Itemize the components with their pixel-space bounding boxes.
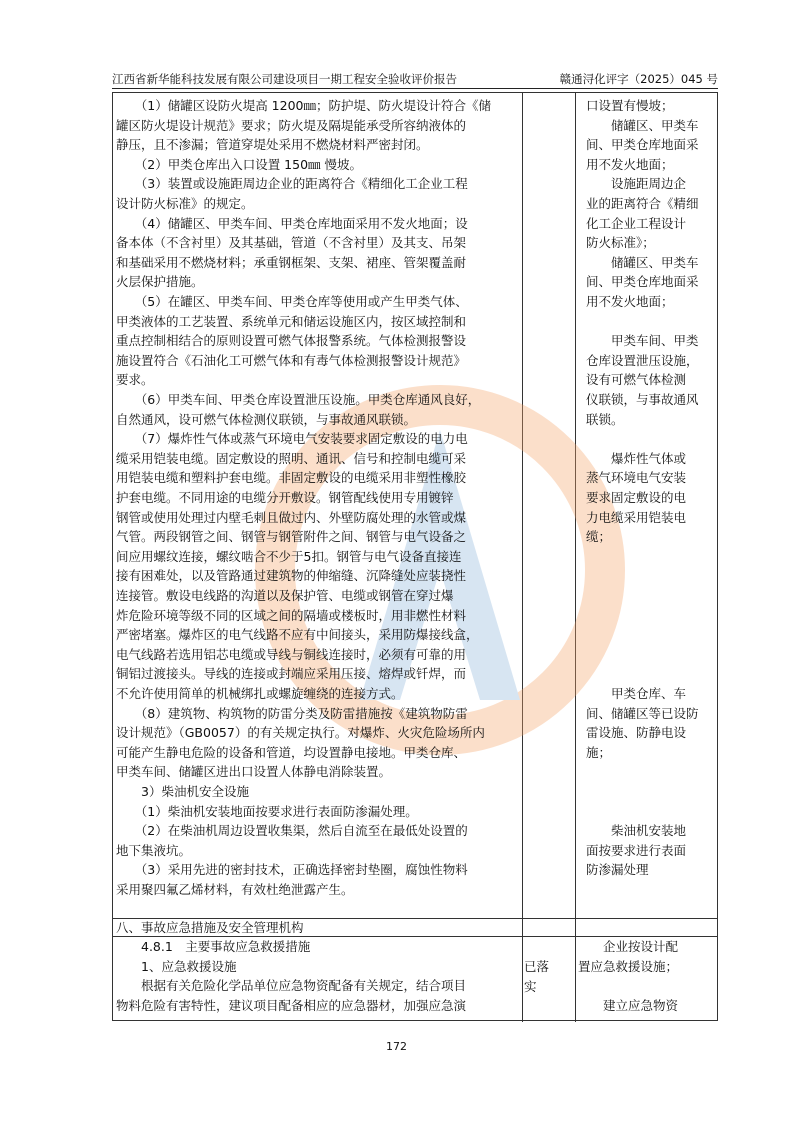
requirement-line: 接有困难处，以及管路通过建筑物的伸缩缝、沉降缝处应装挠性 xyxy=(116,568,467,584)
finding-block xyxy=(586,821,716,880)
emergency-finding-line: 建立应急物资 xyxy=(578,997,679,1013)
finding-block xyxy=(586,174,716,252)
requirement-line: 铜铝过渡接头。导线的连接或封端应采用压接、熔焊或钎焊，而 xyxy=(116,666,467,682)
requirement-line: 罐区防火堤设计规范》要求；防火堤及隔堤能承受所容纳液体的 xyxy=(116,117,467,133)
status-cell xyxy=(524,957,574,996)
finding-line: 用不发火地面； xyxy=(586,293,674,309)
requirement-line: 静压，且不渗漏；管道穿堤处采用不燃烧材料严密封闭。 xyxy=(116,137,429,153)
finding-block xyxy=(586,684,716,762)
requirement-line: 施设置符合《石油化工可燃气体和有毒气体检测报警设计规范》 xyxy=(116,352,467,368)
requirement-line: （1）柴油机安装地面按要求进行表面防渗漏处理。 xyxy=(116,803,418,819)
finding-line: 仪联锁，与事故通风 xyxy=(586,391,699,407)
finding-line: 仓库设置泄压设施， xyxy=(586,352,699,368)
requirement-line: 和基础采用不燃烧材料；承重钢框架、支架、裙座、管架覆盖耐 xyxy=(116,254,467,270)
requirement-line: 要求。 xyxy=(116,372,154,388)
header-report-number: 赣通浔化评字（2025）045 号 xyxy=(559,72,718,86)
finding-line: 业的距离符合《精细 xyxy=(586,195,699,211)
finding-block xyxy=(586,96,716,116)
finding-line: 设有可燃气体检测 xyxy=(586,372,687,388)
requirement-line: 电气线路若选用铝芯电缆或导线与铜线连接时，必须有可靠的用 xyxy=(116,646,467,662)
finding-block xyxy=(586,449,716,547)
requirement-line: （5）在罐区、甲类车间、甲类仓库等使用或产生甲类气体、 xyxy=(116,294,468,309)
requirement-paragraph xyxy=(116,782,518,802)
requirement-paragraph xyxy=(116,390,518,429)
requirement-line: （1）储罐区设防火堤高 1200㎜；防护堤、防火堤设计符合《储 xyxy=(116,98,491,113)
requirement-line: 重点控制相结合的原则设置可燃气体报警系统。气体检测报警设 xyxy=(116,333,467,349)
finding-line: 防渗漏处理 xyxy=(586,862,649,878)
finding-line: 口设置有慢坡； xyxy=(586,98,674,113)
finding-line: 甲类车间、甲类 xyxy=(586,333,699,349)
finding-line: 雷设施、防静电设 xyxy=(586,725,687,741)
requirement-line: 连接管。敷设电线路的沟道以及保护管、电缆或钢管在穿过爆 xyxy=(116,587,454,603)
requirement-line: 设计防火标准》的规定。 xyxy=(116,195,254,211)
emergency-line: 4.8.1 主要事故应急救援措施 xyxy=(116,939,311,954)
requirement-paragraph xyxy=(116,96,518,155)
section-heading: 八、事故应急措施及安全管理机构 xyxy=(116,920,304,935)
requirement-line: 自然通风，设可燃气体检测仪联锁，与事故通风联锁。 xyxy=(116,411,417,427)
requirement-line: （3）采用先进的密封技术，正确选择密封垫圈，腐蚀性物料 xyxy=(116,862,468,878)
emergency-finding-line: 置应急救援设施； xyxy=(578,958,679,974)
requirement-line: 护套电缆。不同用途的电缆分开敷设。钢管配线使用专用镀锌 xyxy=(116,489,454,505)
requirement-line: （3）装置或设施距周边企业的距离符合《精细化工企业工程 xyxy=(116,176,468,192)
requirement-line: 气管。两段钢管之间、钢管与钢管附件之间、钢管与电气设备之 xyxy=(116,529,467,545)
emergency-measures-text xyxy=(116,937,516,1015)
table-divider-2 xyxy=(575,93,576,1022)
requirement-line: 可能产生静电危险的设备和管道，均设置静电接地。甲类仓库、 xyxy=(116,744,467,760)
requirement-line: 火层保护措施。 xyxy=(116,274,204,290)
status-line: 已落 xyxy=(524,959,550,974)
requirement-paragraph xyxy=(116,802,518,822)
emergency-line: 根据有关危险化学品单位应急物资配备有关规定，结合项目 xyxy=(116,978,467,994)
requirement-line: （7）爆炸性气体或蒸气环境电气安装要求固定敷设的电力电 xyxy=(116,431,468,447)
finding-line: 化工企业工程设计 xyxy=(586,215,687,231)
status-line: 实 xyxy=(524,978,537,994)
finding-block xyxy=(586,116,716,175)
emergency-line: 1、应急救援设施 xyxy=(116,958,237,974)
page-header xyxy=(112,70,718,89)
emergency-findings-text xyxy=(578,937,718,1015)
requirement-line: （2）甲类仓库出入口设置 150㎜ 慢坡。 xyxy=(116,156,363,172)
requirement-line: 用铠装电缆和塑料护套电缆。非固定敷设的电缆采用非塑性橡胶 xyxy=(116,470,467,486)
emergency-line: 物料危险有害特性，建议项目配备相应的应急器材，加强应急演 xyxy=(116,997,467,1013)
emergency-finding-line: 企业按设计配 xyxy=(578,939,679,954)
requirement-line: 严密堵塞。爆炸区的电气线路不应有中间接头，采用防爆接线盒， xyxy=(116,627,479,643)
finding-line: 柴油机安装地 xyxy=(586,823,687,839)
requirement-line: 钢管或使用处理过内壁毛刺且做过内、外壁防腐处理的水管或煤 xyxy=(116,509,467,525)
page-number: 172 xyxy=(386,1040,407,1053)
finding-line: 爆炸性气体或 xyxy=(586,450,687,466)
finding-line: 力电缆采用铠装电 xyxy=(586,509,687,525)
emergency-finding-line xyxy=(578,976,718,996)
requirement-paragraph xyxy=(116,704,518,782)
finding-line: 面按要求进行表面 xyxy=(586,842,687,858)
requirement-line: 间应用螺纹连接，螺纹啮合不少于5扣。钢管与电气设备直接连 xyxy=(116,548,462,564)
finding-line: 设施距周边企 xyxy=(586,176,687,192)
requirement-line: 甲类液体的工艺装置、系统单元和储运设施区内，按区域控制和 xyxy=(116,313,467,329)
finding-line: 蒸气环境电气安装 xyxy=(586,470,687,486)
finding-line: 要求固定敷设的电 xyxy=(586,489,687,505)
requirement-line: 3）柴油机安全设施 xyxy=(116,784,249,799)
finding-line: 施； xyxy=(586,744,612,760)
requirement-paragraph xyxy=(116,155,518,175)
finding-line: 间、甲类仓库地面采 xyxy=(586,137,699,153)
finding-block xyxy=(586,253,716,312)
finding-line: 储罐区、甲类车 xyxy=(586,254,699,270)
requirement-line: （6）甲类车间、甲类仓库设置泄压设施。甲类仓库通风良好， xyxy=(116,392,481,407)
requirement-line: 不允许使用简单的机械绑扎或螺旋缠绕的连接方式。 xyxy=(116,685,404,701)
requirement-line: 炸危险环境等级不同的区域之间的隔墙或楼板时，用非燃性材料 xyxy=(116,607,467,623)
requirement-paragraph xyxy=(116,214,518,292)
requirement-line: （2）在柴油机周边设置收集渠，然后自流至在最低处设置的 xyxy=(116,823,468,839)
requirement-line: 缆采用铠装电缆。固定敷设的照明、通讯、信号和控制电缆可采 xyxy=(116,450,467,466)
finding-line: 联锁。 xyxy=(586,411,624,427)
finding-line: 储罐区、甲类车 xyxy=(586,117,699,133)
requirement-line: 设计规范》（GB0057）的有关规定执行。对爆炸、火灾危险场所内 xyxy=(116,725,485,741)
requirement-paragraph xyxy=(116,174,518,213)
finding-block xyxy=(586,331,716,429)
finding-line: 间、储罐区等已设防 xyxy=(586,705,699,721)
finding-line: 防火标准》； xyxy=(586,235,655,251)
finding-line: 缆； xyxy=(586,529,612,545)
requirement-line: 地下集液坑。 xyxy=(116,842,192,858)
requirement-paragraph xyxy=(116,292,518,390)
requirement-line: 备本体（不含衬里）及其基础，管道（不含衬里）及其支、吊架 xyxy=(116,235,467,251)
requirement-line: （4）储罐区、甲类车间、甲类仓库地面采用不发火地面；设 xyxy=(116,215,468,231)
header-report-title: 江西省新华能科技发展有限公司建设项目一期工程安全验收评价报告 xyxy=(112,72,457,86)
requirement-line: （8）建筑物、构筑物的防雷分类及防雷措施按《建筑物防雷 xyxy=(116,705,468,721)
finding-line: 甲类仓库、车 xyxy=(586,686,687,701)
requirement-line: 甲类车间、储罐区进出口设置人体静电消除装置。 xyxy=(116,764,392,780)
finding-line: 间、甲类仓库地面采 xyxy=(586,274,699,290)
finding-line: 用不发火地面； xyxy=(586,156,674,172)
requirement-paragraph xyxy=(116,860,518,899)
requirement-paragraph xyxy=(116,429,518,703)
table-divider-1 xyxy=(522,93,523,1022)
requirement-line: 采用聚四氟乙烯材料，有效杜绝泄露产生。 xyxy=(116,881,354,897)
requirement-paragraph xyxy=(116,821,518,860)
